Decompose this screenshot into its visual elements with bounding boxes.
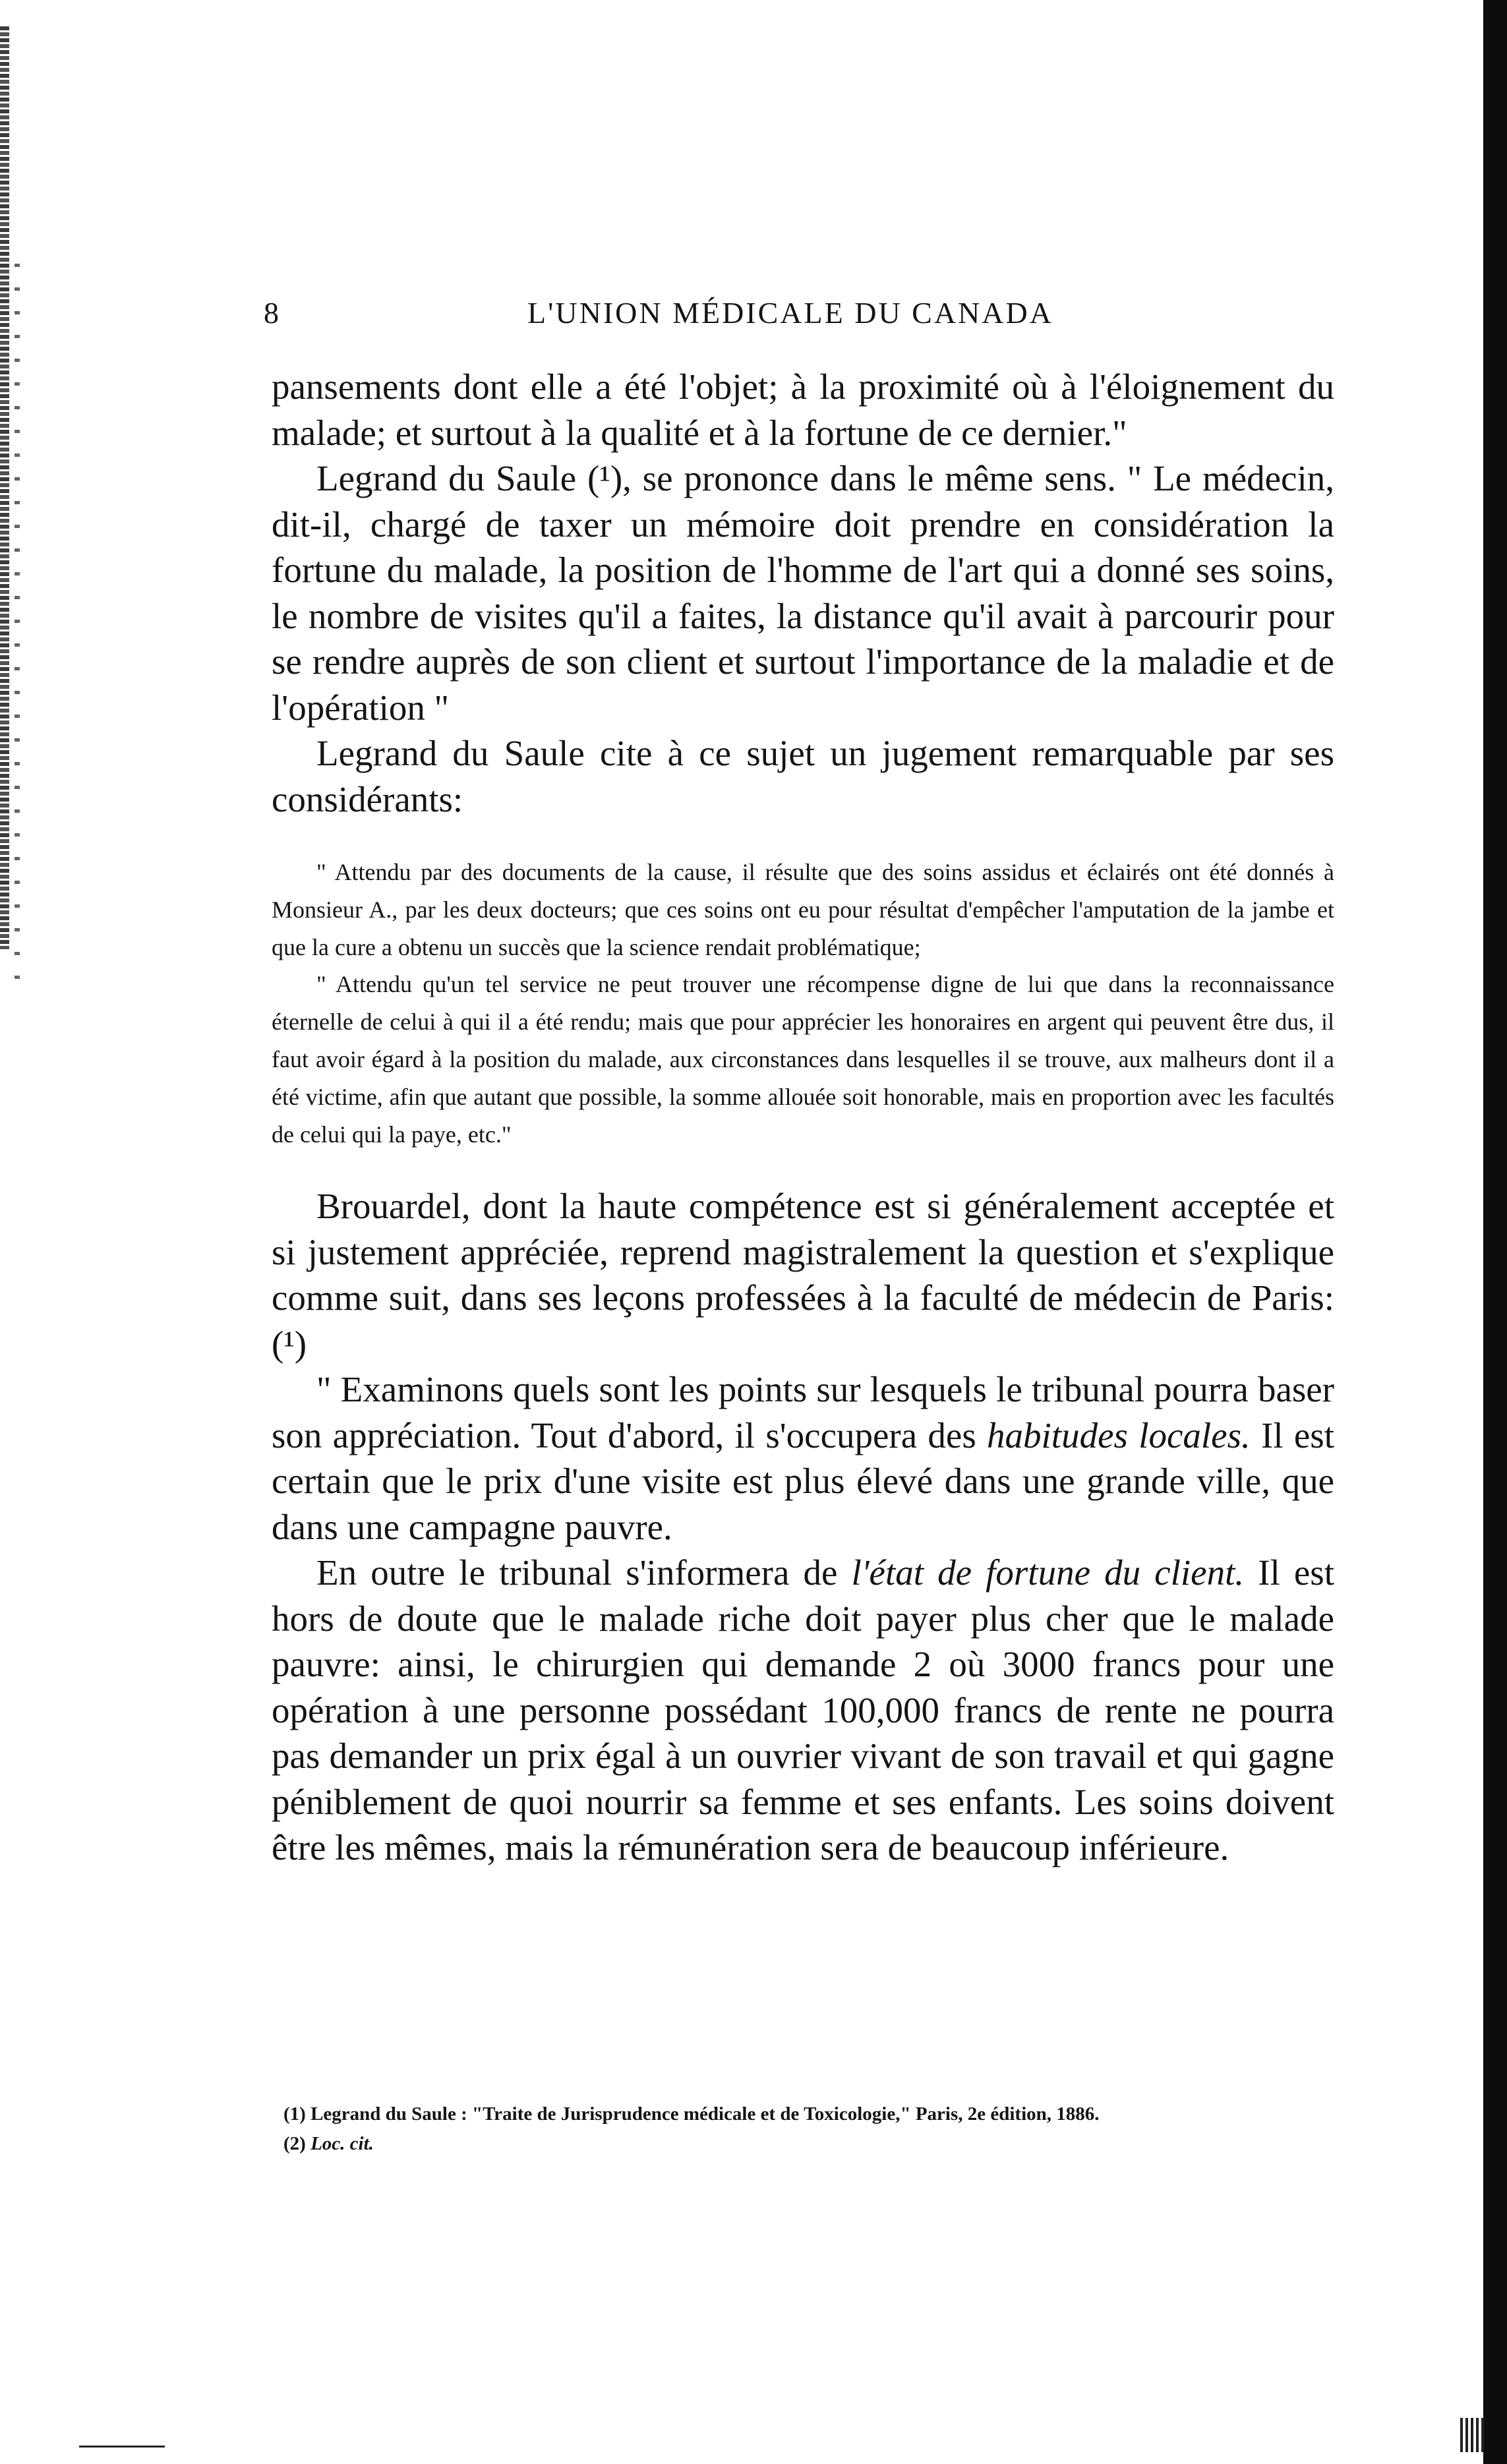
text-run: " Examinons quels sont les points sur lesquels le tribunal pourra baser son appréciation. Tout d'abord, il s'occupera des [272,1369,1334,1455]
paragraph-brouardel: Brouardel, dont la haute compétence est si généralement acceptée et si justement appréciée, reprend magistralement la question et s'explique comme suit, dans ses leçons professées à la faculté de médecin de Paris: (¹) [272,1186,1334,1364]
text-run: Il est certain que le prix d'une visite est plus élevé dans une grande ville, que dans une campagne pauvre. [272,1415,1334,1547]
paragraph-fortune [272,1550,1334,1871]
block-quote [272,854,1334,1153]
emphasis-habitudes: habitudes locales. [987,1415,1251,1455]
footnotes [283,2099,1365,2159]
paragraph-jugement: Legrand du Saule cite à ce sujet un jugement remarquable par ses considérants: [272,733,1334,819]
footnote-2 [283,2129,1365,2159]
scan-binding-edge [0,26,9,949]
page-number: 8 [264,296,281,330]
footnote-2-number: (2) [283,2133,311,2154]
body-text [272,364,1334,1871]
emphasis-fortune: l'état de fortune du client. [851,1552,1245,1593]
scan-corner-mark [1460,2418,1487,2452]
quote-paragraph-2: " Attendu qu'un tel service ne peut trouver une récompense digne de lui que dans la reconnaissance éternelle de celui à qui il a été rendu; mais que pour apprécier les honoraires en argent qui peuvent être dus, il faut avoir égard à la position du malade, aux circonstances dans lesquelles il se trouve, aux malheurs dont il a été victime, afin que autant que possible, la somme allouée soit honorable, mais en proportion avec les facultés de celui qui la paye, etc." [272,971,1334,1148]
running-header [264,295,1384,341]
paragraph-habitudes [272,1366,1334,1550]
text-run: En outre le tribunal s'informera de [316,1552,852,1593]
scan-bottom-rule [79,2446,165,2448]
scan-edge-specks [15,264,20,989]
scan-right-border [1483,0,1507,2464]
text-run: Il est hors de doute que le malade riche doit payer plus cher que le malade pauvre: ainsi, le chirurgien qui demande 2 où 3000 francs pour une opération à une personne possédant 100,000 francs de rente ne pourra pas demander un prix égal à un ouvrier vivant de son travail et qui gagne péniblement de quoi nourrir sa femme et ses enfants. Les soins doivent être les mêmes, mais la rémunération sera de beaucoup inférieure. [272,1552,1334,1868]
footnote-1: (1) Legrand du Saule : "Traite de Jurisprudence médicale et de Toxicologie," Paris, 2e édition, 1886. [283,2103,1100,2125]
running-title: L'UNION MÉDICALE DU CANADA [527,296,1053,330]
quote-paragraph-1: " Attendu par des documents de la cause, il résulte que des soins assidus et éclairés ont été donnés à Monsieur A., par les deux docteurs; que ces soins ont eu pour résultat d'empêcher l'amputation de la jambe et que la cure a obtenu un succès que la science rendait problématique; [272,859,1334,960]
paragraph-legrand: Legrand du Saule (¹), se prononce dans le même sens. " Le médecin, dit-il, chargé de taxer un mémoire doit prendre en considération la fortune du malade, la position de l'homme de l'art qui a donné ses soins, le nombre de visites qu'il a faites, la distance qu'il avait à parcourir pour se rendre auprès de son client et surtout l'importance de la maladie et de l'opération " [272,458,1334,728]
paragraph-continuation: pansements dont elle a été l'objet; à la proximité où à l'éloignement du malade; et surtout à la qualité et à la fortune de ce dernier." [272,367,1334,453]
footnote-2-text: Loc. cit. [310,2133,374,2154]
